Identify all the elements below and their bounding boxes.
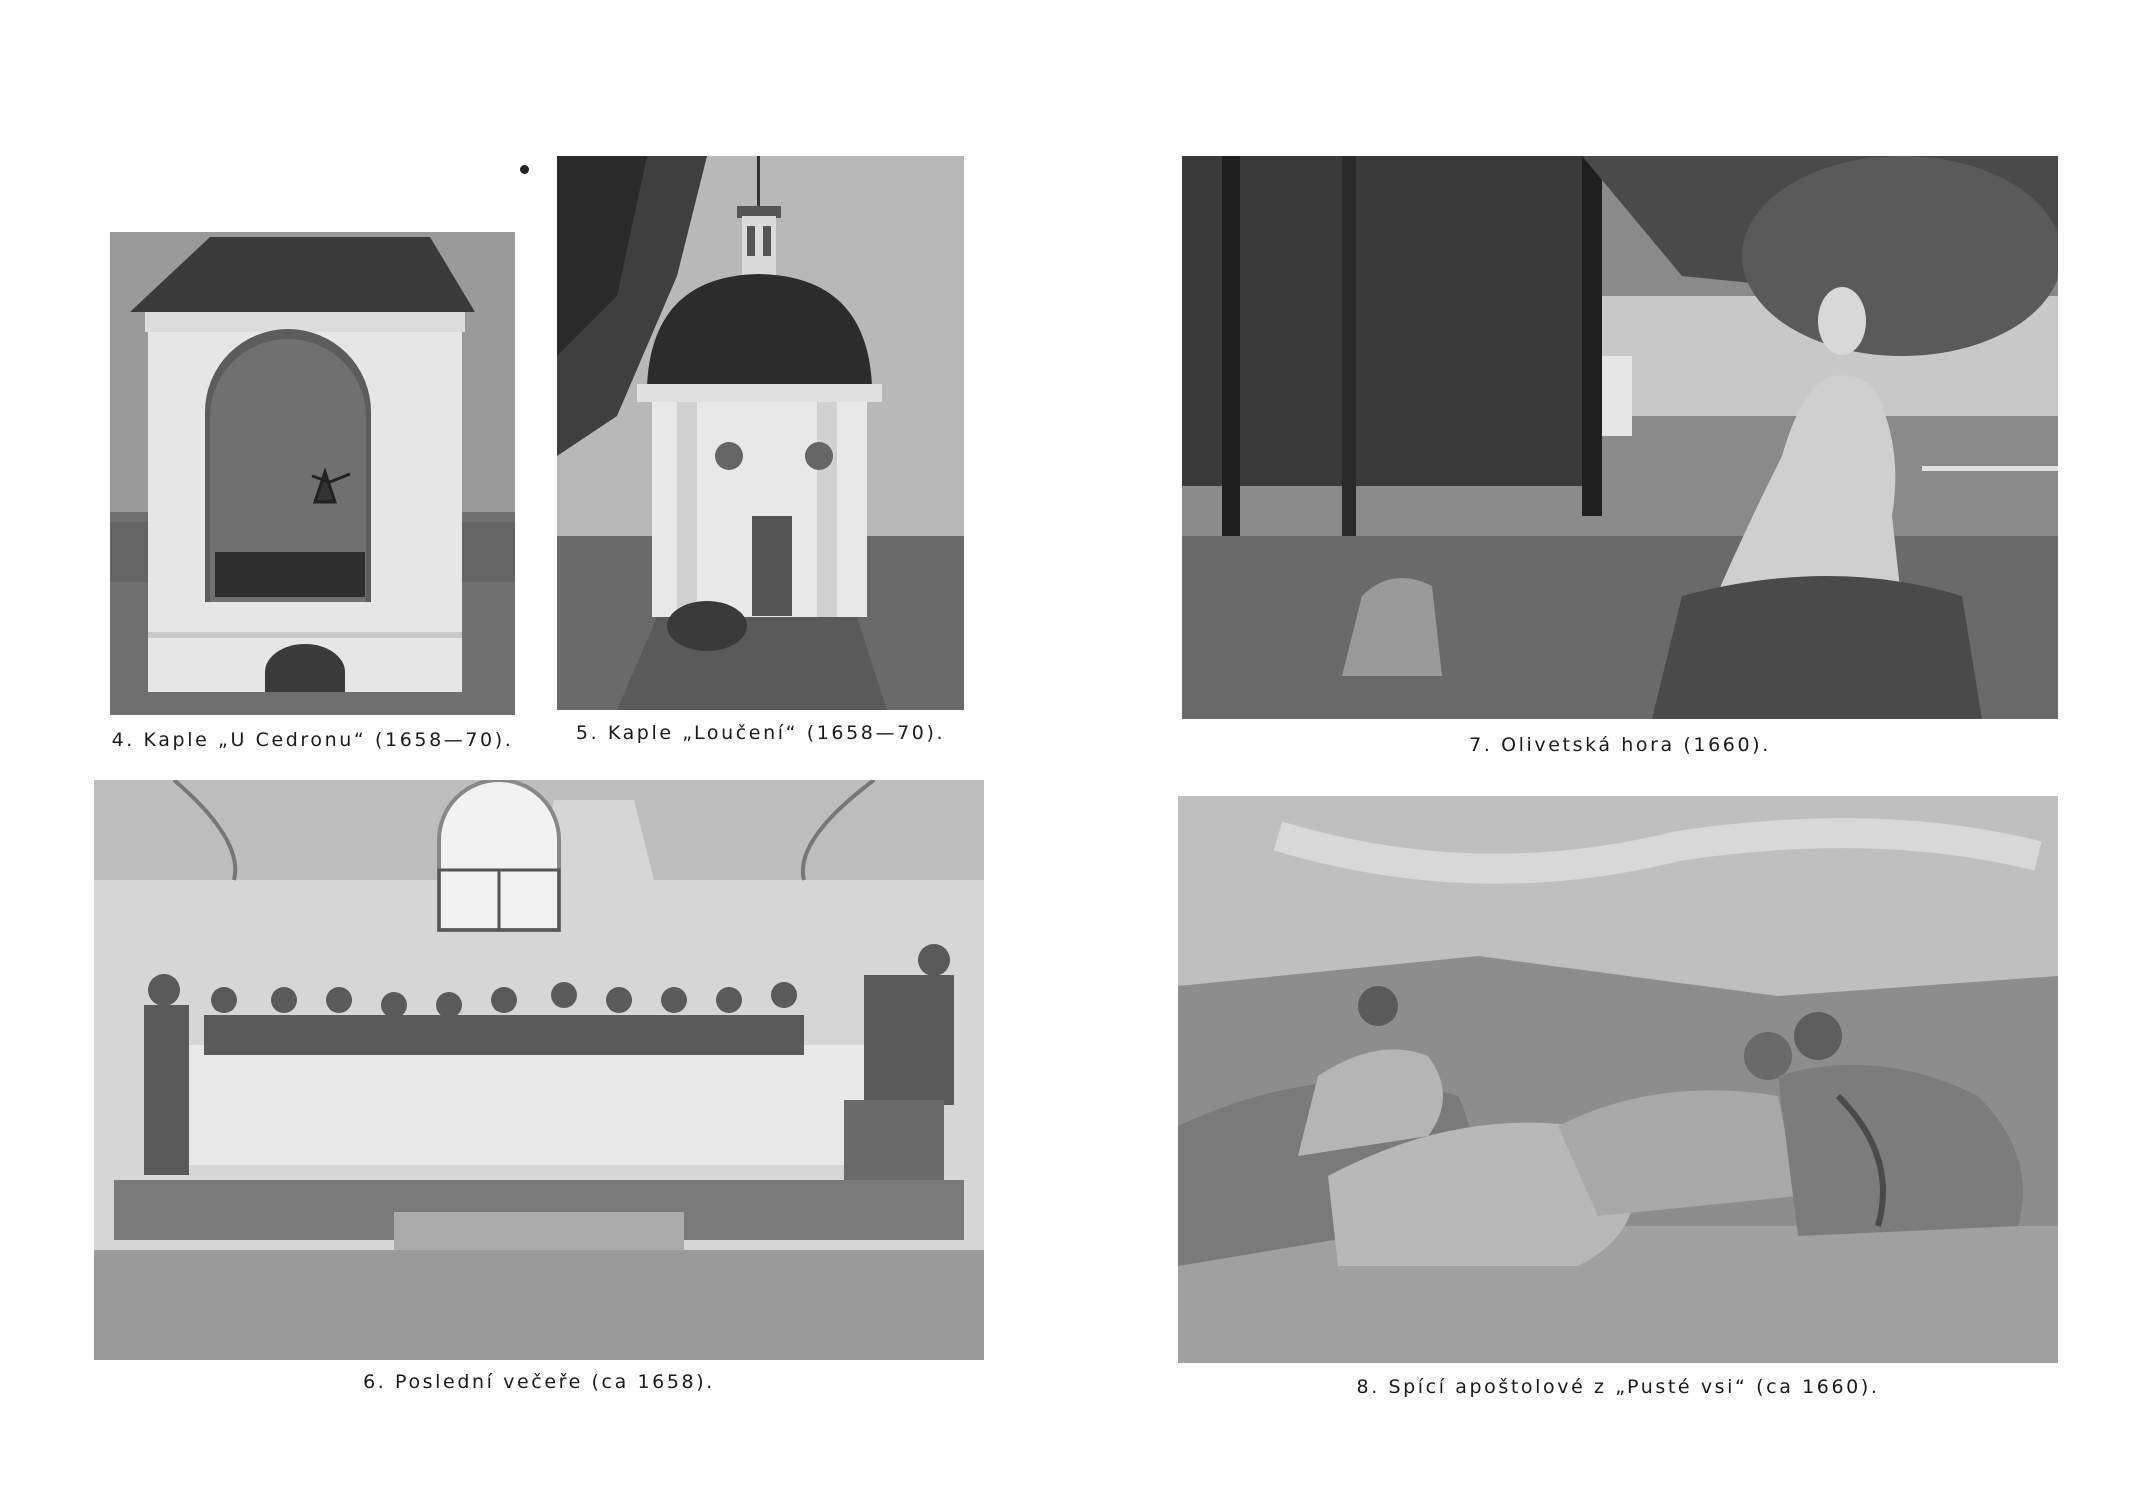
photo-last-supper: [94, 780, 984, 1360]
photo-chapel-u-cedronu: [110, 232, 515, 715]
caption-figure-6: 6. Poslední večeře (ca 1658).: [363, 1371, 715, 1393]
photo-mount-of-olives: [1182, 156, 2058, 719]
print-speck: [520, 165, 529, 174]
caption-figure-8: 8. Spící apoštolové z „Pusté vsi“ (ca 1660).: [1356, 1376, 1880, 1398]
caption-figure-4: 4. Kaple „U Cedronu“ (1658—70).: [111, 729, 514, 751]
caption-figure-7: 7. Olivetská hora (1660).: [1469, 734, 1771, 756]
photo-chapel-louceni: [557, 156, 964, 710]
photo-sleeping-apostles: [1178, 796, 2058, 1363]
caption-figure-5: 5. Kaple „Loučení“ (1658—70).: [575, 722, 946, 744]
